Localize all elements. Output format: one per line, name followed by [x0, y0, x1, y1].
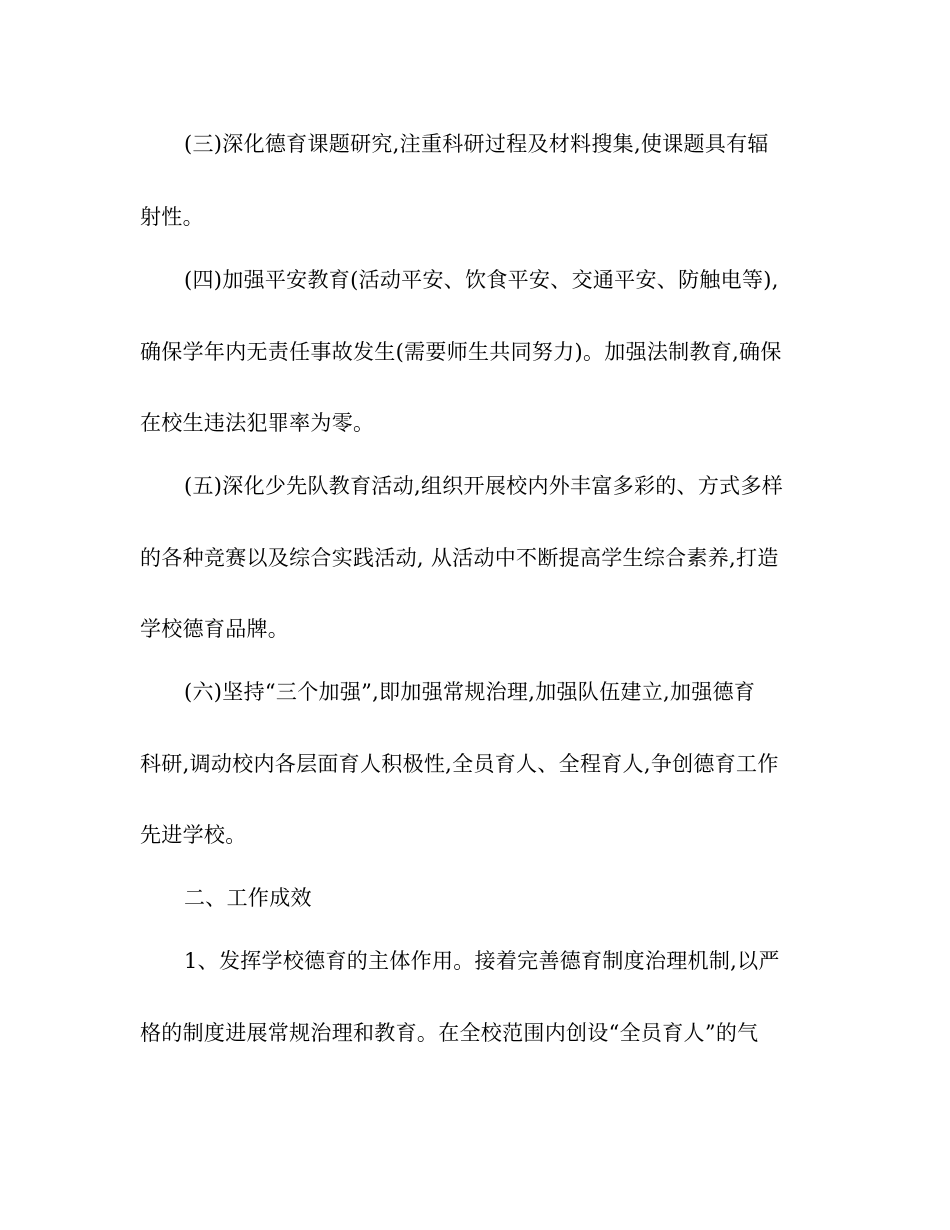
- paragraph-line: (四)加强平安教育(活动平安、饮食平安、交通平安、防触电等),: [184, 268, 779, 292]
- paragraph-line: (三)深化德育课题研究,注重科研过程及材料搜集,使课题具有辐: [184, 132, 769, 156]
- paragraph-line: 科研,调动校内各层面育人积极性,全员育人、全程育人,争创德育工作: [140, 752, 779, 776]
- paragraph-line: 格的制度进展常规治理和教育。在全校范围内创设“全员育人”的气: [140, 1021, 759, 1045]
- paragraph-line: (五)深化少先队教育活动,组织开展校内外丰富多彩的、方式多样: [184, 474, 784, 498]
- paragraph-line: 先进学校。: [140, 823, 247, 847]
- paragraph-line: (六)坚持“三个加强”,即加强常规治理,加强队伍建立,加强德育: [184, 680, 756, 704]
- section-heading: 二、工作成效: [184, 886, 312, 910]
- paragraph-line: 1、发挥学校德育的主体作用。接着完善德育制度治理机制,以严: [184, 949, 780, 973]
- paragraph-line: 在校生违法犯罪率为零。: [140, 411, 375, 435]
- paragraph-line: 确保学年内无责任事故发生(需要师生共同努力)。加强法制教育,确保: [140, 340, 782, 364]
- paragraph-line: 学校德育品牌。: [140, 617, 290, 641]
- paragraph-line: 射性。: [140, 205, 204, 229]
- paragraph-line: 的各种竞赛以及综合实践活动, 从活动中不断提高学生综合素养,打造: [140, 546, 779, 570]
